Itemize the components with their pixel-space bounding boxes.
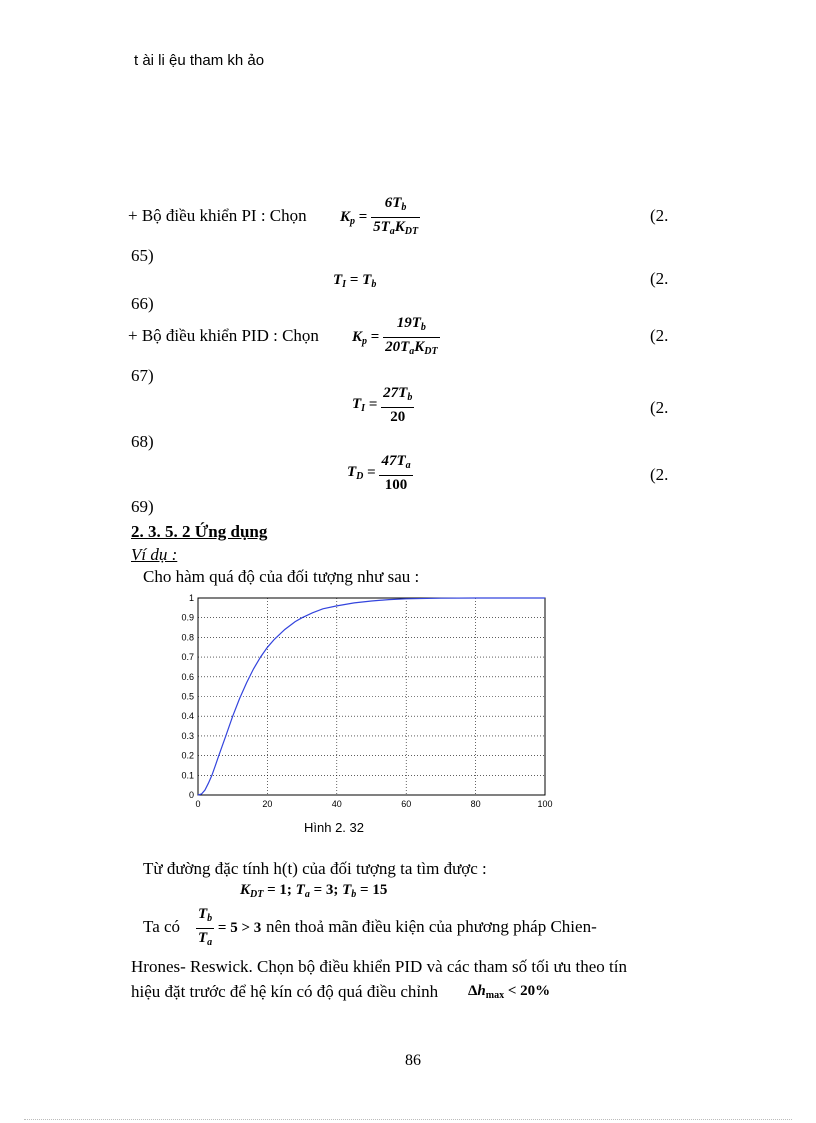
ta-co-label: Ta có — [143, 917, 181, 936]
y-tick-label: 0.4 — [181, 711, 194, 722]
ratio-formula: $\frac{T_b}{T_a}$ = 5 > 3 — [198, 906, 262, 948]
intro-text: Cho hàm quá độ của đối tượng như sau : — [143, 567, 420, 586]
y-tick-label: 1 — [188, 593, 194, 603]
pi-ti-formula: $T_I = T_b$ — [333, 272, 377, 290]
x-axis-ticks — [195, 799, 552, 809]
result-line1: Từ đường đặc tính h(t) của đối tượng ta tìm được : — [143, 859, 487, 878]
eq67-cont: 67) — [131, 366, 154, 385]
pid-kp-formula: $K_p$ = $\frac{19T_b}{20T_aK_{DT}}$ — [352, 315, 438, 357]
x-tick-label: 40 — [331, 799, 342, 809]
x-tick-label: 60 — [401, 799, 412, 809]
eq69-number: (2. — [650, 465, 669, 484]
figure-caption: Hình 2. 32 — [304, 820, 364, 835]
x-tick-label: 80 — [470, 799, 481, 809]
pid-ti-formula: $T_I$ = $\frac{27T_b}{20}$ — [352, 385, 413, 425]
condition-text: nên thoả mãn điều kiện của phương pháp Chien- — [266, 917, 597, 936]
pi-kp-formula: $K_p$ = $\frac{6T_b}{5T_aK_{DT}}$ — [340, 195, 419, 237]
y-tick-label: 0.5 — [181, 691, 194, 702]
step-response-chart — [170, 590, 560, 812]
y-tick-label: 0.1 — [181, 770, 194, 781]
y-axis-ticks — [181, 593, 194, 800]
example-label: Ví dụ : — [131, 545, 178, 564]
eq66-cont: 66) — [131, 294, 154, 313]
x-tick-label: 20 — [262, 799, 273, 809]
pid-td-formula: $T_D$ = $\frac{47T_a}{100}$ — [347, 453, 411, 493]
y-tick-label: 0.3 — [181, 730, 194, 741]
paragraph-line1: Hrones- Reswick. Chọn bộ điều khiển PID và các tham số tối ưu theo tín — [131, 957, 627, 976]
eq68-number: (2. — [650, 398, 669, 417]
section-heading: 2. 3. 5. 2 Ứng dụng — [131, 522, 268, 541]
page-bottom-divider — [24, 1119, 792, 1120]
pi-label: + Bộ điều khiển PI : Chọn — [128, 206, 307, 225]
y-tick-label: 0.8 — [181, 632, 194, 643]
x-tick-label: 0 — [195, 799, 201, 809]
eq66-number: (2. — [650, 269, 669, 288]
params-formula: $K_{DT} = 1$; $T_a = 3$; $T_b = 15$ — [240, 882, 388, 900]
eq68-cont: 68) — [131, 432, 154, 451]
pid-label: + Bộ điều khiển PID : Chọn — [128, 326, 319, 345]
y-tick-label: 0.9 — [181, 612, 194, 623]
y-tick-label: 0.7 — [181, 652, 194, 663]
x-tick-label: 100 — [537, 799, 553, 809]
paragraph-line2: hiệu đặt trước để hệ kín có độ quá điều chỉnh — [131, 982, 439, 1001]
page-header: t ài li ệu tham kh ảo — [134, 52, 265, 69]
overshoot-formula: $\Delta h_{max} < 20\%$ — [468, 983, 551, 1001]
page-number: 86 — [405, 1052, 421, 1069]
eq67-number: (2. — [650, 326, 669, 345]
y-tick-label: 0 — [188, 790, 194, 800]
eq65-cont: 65) — [131, 246, 154, 265]
eq65-number: (2. — [650, 206, 669, 225]
y-tick-label: 0.6 — [181, 671, 194, 682]
y-tick-label: 0.2 — [181, 750, 194, 761]
eq69-cont: 69) — [131, 497, 154, 516]
